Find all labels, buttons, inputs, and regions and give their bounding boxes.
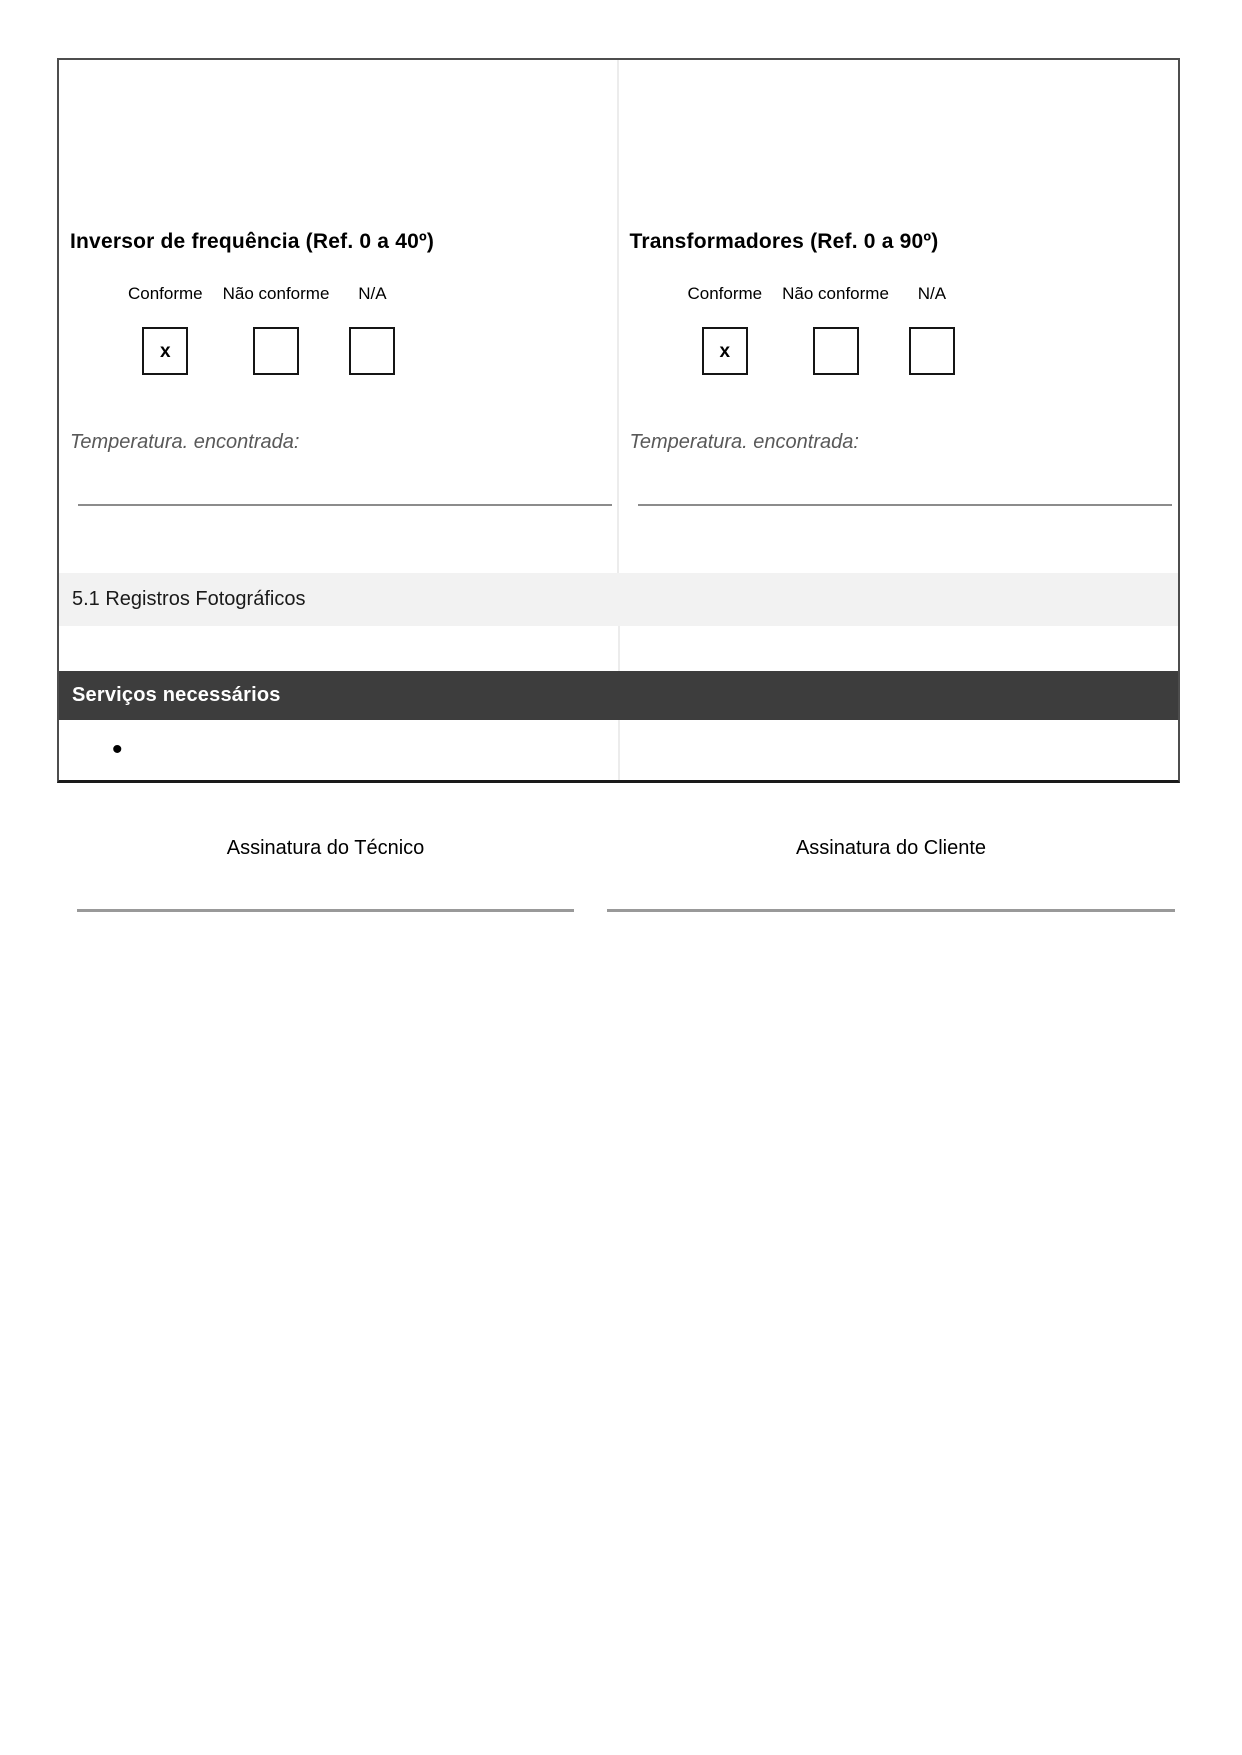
transformers-section: [619, 60, 1179, 573]
inverter-section-title: Inversor de frequência (Ref. 0 a 40º): [70, 230, 435, 253]
inverter-option-nao-conforme: [223, 284, 330, 375]
inspection-columns-row: [59, 60, 1178, 573]
inverter-option-conforme: [128, 284, 203, 375]
transformers-temperature-input-line[interactable]: [638, 504, 1172, 506]
inspection-form-table: [57, 58, 1180, 783]
inverter-checkbox-na[interactable]: [349, 327, 395, 375]
nao-conforme-label: Não conforme: [782, 284, 889, 303]
technician-signature-label: Assinatura do Técnico: [226, 837, 425, 859]
na-label: N/A: [917, 284, 947, 303]
client-signature-label: Assinatura do Cliente: [795, 837, 987, 859]
inverter-temperature-label: Temperatura. encontrada:: [70, 431, 300, 453]
inverter-checkbox-nao-conforme[interactable]: [253, 327, 299, 375]
inverter-checkbox-conforme[interactable]: [142, 327, 188, 375]
transformers-option-nao-conforme: [782, 284, 889, 375]
transformers-temperature-label: Temperatura. encontrada:: [629, 431, 859, 453]
technician-signature-block: [77, 783, 574, 912]
blank-spacer-row: [59, 626, 1178, 671]
conforme-label: Conforme: [687, 284, 763, 303]
client-signature-line[interactable]: [607, 909, 1175, 912]
transformers-option-na: [909, 284, 955, 375]
inverter-option-na: [349, 284, 395, 375]
na-label: N/A: [358, 284, 387, 303]
conforme-label: Conforme: [128, 284, 203, 303]
client-signature-block: [607, 783, 1175, 912]
transformers-checkbox-conforme[interactable]: [702, 327, 748, 375]
column-divider: [618, 720, 620, 780]
transformers-checkbox-nao-conforme[interactable]: [813, 327, 859, 375]
nao-conforme-label: Não conforme: [222, 284, 330, 303]
check-mark: x: [719, 340, 731, 362]
column-divider: [618, 626, 620, 671]
inverter-temperature-input-line[interactable]: [78, 504, 612, 506]
services-heading: Serviços necessários: [72, 684, 281, 707]
inverter-check-group: [128, 284, 395, 375]
services-heading-row: [59, 671, 1178, 721]
transformers-check-group: [688, 284, 955, 375]
photo-records-heading-row: [59, 573, 1178, 626]
transformers-checkbox-na[interactable]: [909, 327, 955, 375]
check-mark: x: [160, 340, 171, 362]
technician-signature-line[interactable]: [77, 909, 574, 912]
transformers-section-title: Transformadores (Ref. 0 a 90º): [629, 230, 939, 253]
inverter-section: [59, 60, 619, 573]
photo-records-heading: 5.1 Registros Fotográficos: [72, 588, 306, 611]
transformers-option-conforme: [688, 284, 763, 375]
bullet-marker: •: [112, 733, 123, 767]
services-item-row: [59, 720, 1178, 780]
